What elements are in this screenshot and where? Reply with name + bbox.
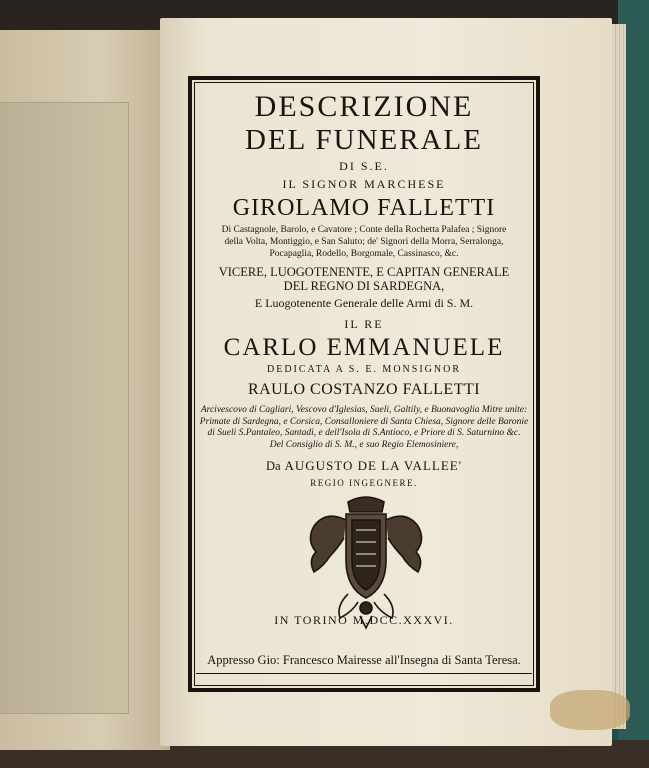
titles-line-2: della Volta, Montiggio, e San Saluto; de' Signori della Morra, Serralonga, [224, 237, 504, 247]
king-name: CARLO EMMANUELE [223, 334, 505, 361]
titles-line-3: Pocapaglia, Rodello, Borgomale, Cassinasco, &c. [269, 249, 459, 259]
imprint-line: IN TORINO M.DCC.XXXVI. [274, 613, 454, 627]
imprint-rule [196, 673, 532, 674]
bishop-line-1: Arcivescovo di Cagliari, Vescovo d'Iglesias, Sueli, Galtily, e Buonavoglia Mitre unite: [200, 405, 528, 415]
dedicatee-name: RAULO COSTANZO FALLETTI [247, 381, 481, 398]
office-line-1: VICERE, LUOGOTENENTE, E CAPITAN GENERALE [218, 265, 510, 279]
subject-name: GIROLAMO FALLETTI [232, 195, 496, 221]
di-se-line: DI S.E. [339, 159, 389, 173]
titles-line-1: Di Castagnole, Barolo, e Cavatore ; Conte della Rochetta Palafea ; Signore [221, 225, 507, 235]
author-line [196, 457, 532, 475]
author-title: REGIO INGEGNERE. [310, 478, 418, 488]
office-line-2: DEL REGNO DI SARDEGNA, [283, 279, 445, 293]
printer-line: Appresso Gio: Francesco Mairesse all'Insegna di Santa Teresa. [207, 653, 521, 667]
printer-block [196, 652, 532, 668]
bishop-line-3: di Sueli S.Pantaleo, Santadì, e dell'Isola di S.Antioco, e Priore di S. Saturnino &c. [207, 428, 521, 438]
title-line-1: DESCRIZIONE [254, 90, 474, 123]
bishop-line-4: Del Consiglio di S. M., e suo Regio Elemosiniere, [269, 439, 459, 450]
office-line-3: E Luogotenente Generale delle Armi di S. M. [254, 296, 474, 310]
signor-line: IL SIGNOR MARCHESE [282, 177, 446, 191]
paper-stain [550, 690, 630, 730]
bishop-line-2: Primate di Sardegna, e Corsica, Consalloniere di Santa Chiesa, Signore delle Baronie [199, 416, 529, 427]
left-page-plate-impression [0, 102, 129, 714]
coat-of-arms-emblem [296, 490, 436, 630]
dedication-line: DEDICATA A S. E. MONSIGNOR [267, 364, 461, 375]
title-content [196, 88, 532, 490]
author-name: AUGUSTO DE LA VALLEE' [284, 458, 463, 473]
title-line-2: DEL FUNERALE [245, 124, 483, 156]
author-prefix: Da [265, 459, 281, 473]
left-page [0, 30, 170, 750]
il-re-line: IL RE [344, 317, 384, 331]
imprint-block [196, 612, 532, 628]
